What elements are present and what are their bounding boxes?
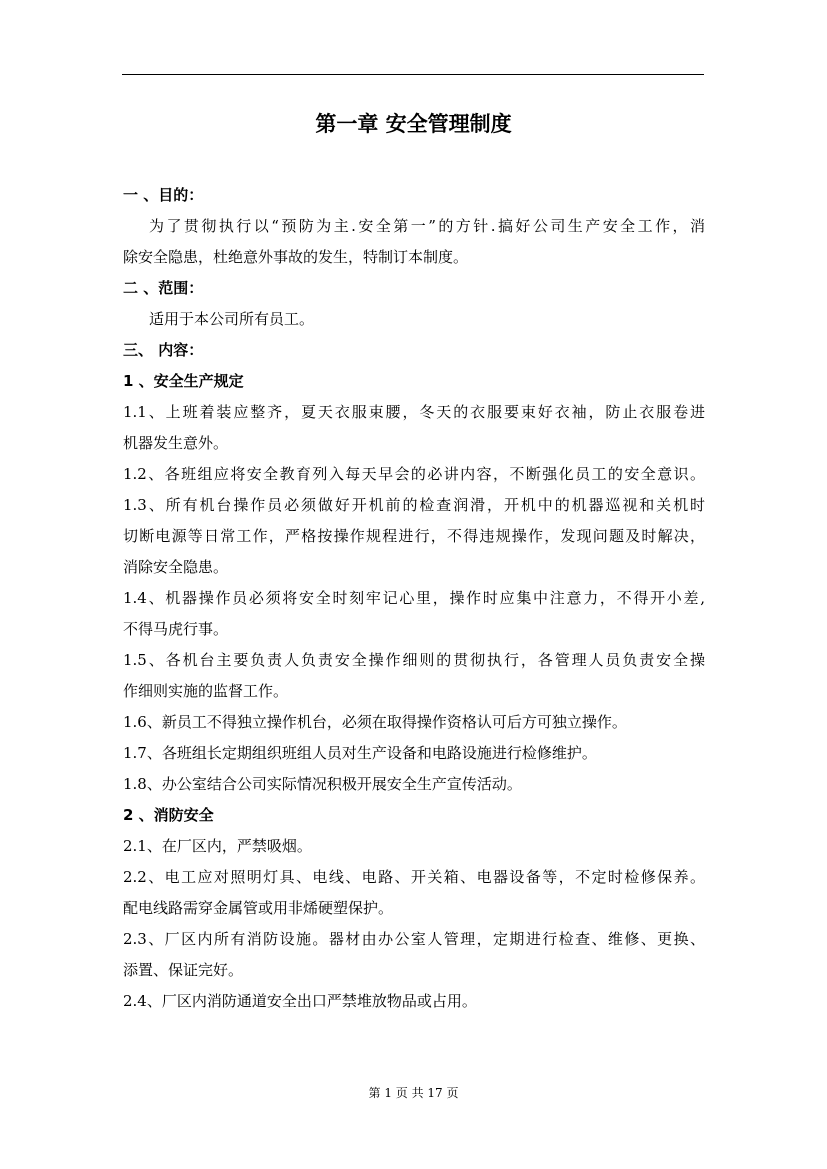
section-heading: 2 、消防安全 — [123, 806, 214, 824]
page-title: 第一章 安全管理制度 — [315, 112, 512, 136]
paragraph-line: 适用于本公司所有员工。 — [149, 310, 315, 328]
paragraph-line: 不得马虎行事。 — [123, 620, 229, 638]
paragraph-line: 机器发生意外。 — [123, 434, 229, 452]
paragraph-line: 1.7、各班组长定期组织班组人员对生产设备和电路设施进行检修维护。 — [123, 744, 597, 762]
paragraph-line: 为了贯彻执行以“预防为主.安全第一”的方针.搞好公司生产安全工作，消 — [149, 217, 705, 235]
document-body — [123, 180, 705, 1017]
paragraph-line: 除安全隐患，杜绝意外事故的发生，特制订本制度。 — [123, 248, 469, 266]
paragraph-line: 配电线路需穿金属管或用非烯硬塑保护。 — [123, 899, 394, 917]
paragraph-line: 添置、保证完好。 — [123, 961, 244, 979]
header-rule — [122, 74, 704, 75]
paragraph-line: 2.3、厂区内所有消防设施。器材由办公室人管理，定期进行检查、维修、更换、 — [123, 930, 705, 948]
paragraph-line: 切断电源等日常工作，严格按操作规程进行，不得违规操作，发现问题及时解决， — [123, 527, 705, 545]
section-heading: 三、 内容： — [123, 341, 204, 359]
paragraph-line: 1.5、各机台主要负责人负责安全操作细则的贯彻执行，各管理人员负责安全操 — [123, 651, 705, 669]
paragraph-line: 1.8、办公室结合公司实际情况积极开展安全生产宣传活动。 — [123, 775, 522, 793]
section-heading: 1 、安全生产规定 — [123, 372, 244, 390]
paragraph-line: 2.4、厂区内消防通道安全出口严禁堆放物品或占用。 — [123, 992, 477, 1010]
paragraph-line: 消除安全隐患。 — [123, 558, 229, 576]
paragraph-line: 1.1、上班着装应整齐，夏天衣服束腰，冬天的衣服要束好衣袖，防止衣服卷进 — [123, 403, 705, 421]
paragraph-line: 1.3、所有机台操作员必须做好开机前的检查润滑，开机中的机器巡视和关机时 — [123, 496, 705, 514]
section-heading: 二 、范围： — [123, 279, 204, 297]
paragraph-line: 2.2、电工应对照明灯具、电线、电路、开关箱、电器设备等，不定时检修保养。 — [123, 868, 705, 886]
paragraph-line: 2.1、在厂区内，严禁吸烟。 — [123, 837, 312, 855]
page-footer: 第 1 页 共 17 页 — [368, 1086, 459, 1100]
section-heading: 一 、目的： — [123, 186, 204, 204]
paragraph-line: 1.6、新员工不得独立操作机台，必须在取得操作资格认可后方可独立操作。 — [123, 713, 627, 731]
paragraph-line: 1.2、各班组应将安全教育列入每天早会的必讲内容，不断强化员工的安全意识。 — [123, 465, 705, 483]
paragraph-line: 作细则实施的监督工作。 — [123, 682, 289, 700]
paragraph-line: 1.4、机器操作员必须将安全时刻牢记心里，操作时应集中注意力，不得开小差, — [123, 589, 705, 607]
